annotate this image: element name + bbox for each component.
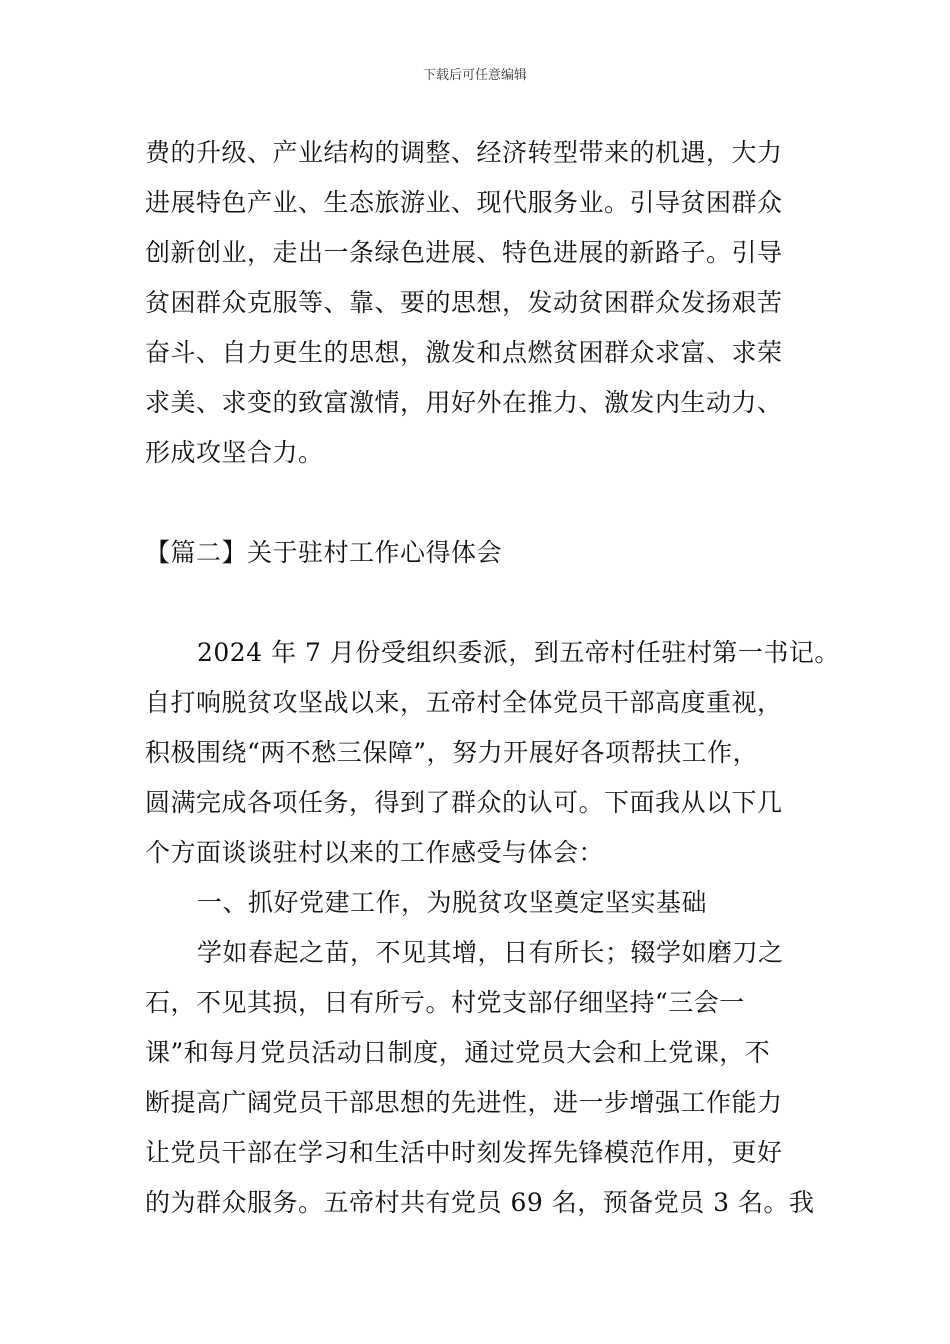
text-line: 断提高广阔党员干部思想的先进性，进一步增强工作能力	[145, 1088, 783, 1117]
text-line: 圆满完成各项任务，得到了群众的认可。下面我从以下几	[145, 788, 783, 817]
text-line: 进展特色产业、生态旅游业、现代服务业。引导贫困群众	[145, 188, 783, 217]
text-line: 学如春起之苗，不见其增，日有所长；辍学如磨刀之	[197, 938, 784, 967]
text-line: 2024 年 7 月份受组织委派，到五帝村任驻村第一书记。	[197, 638, 840, 667]
text-line: 个方面谈谈驻村以来的工作感受与体会：	[145, 838, 605, 867]
text-line: 创新创业，走出一条绿色进展、特色进展的新路子。引导	[145, 238, 783, 267]
text-line: 形成攻坚合力。	[145, 438, 324, 467]
text-line: 贫困群众克服等、靠、要的思想，发动贫困群众发扬艰苦	[145, 288, 783, 317]
text-line: 费的升级、产业结构的调整、经济转型带来的机遇，大力	[145, 138, 783, 167]
text-line: 奋斗、自力更生的思想，激发和点燃贫困群众求富、求荣	[145, 338, 783, 367]
text-line: 让党员干部在学习和生活中时刻发挥先锋模范作用，更好	[145, 1138, 783, 1167]
subheading: 一、抓好党建工作，为脱贫攻坚奠定坚实基础	[197, 888, 708, 917]
document-body	[145, 128, 845, 1228]
text-line: 求美、求变的致富激情，用好外在推力、激发内生动力、	[145, 388, 783, 417]
paragraph-2	[145, 628, 845, 878]
text-line: 自打响脱贫攻坚战以来，五帝村全体党员干部高度重视，	[145, 688, 783, 717]
text-line: 石，不见其损，日有所亏。村党支部仔细坚持“三会一	[145, 988, 745, 1017]
paragraph-3	[145, 928, 845, 1228]
page-header-note: 下载后可任意编辑	[422, 68, 527, 83]
text-line: 的为群众服务。五帝村共有党员 69 名，预备党员 3 名。我	[145, 1188, 815, 1217]
paragraph-1	[145, 128, 845, 478]
section-heading: 【篇二】关于驻村工作心得体会	[145, 538, 503, 567]
text-line: 课”和每月党员活动日制度，通过党员大会和上党课，不	[145, 1038, 771, 1067]
text-line: 积极围绕“两不愁三保障”，努力开展好各项帮扶工作，	[145, 738, 759, 767]
